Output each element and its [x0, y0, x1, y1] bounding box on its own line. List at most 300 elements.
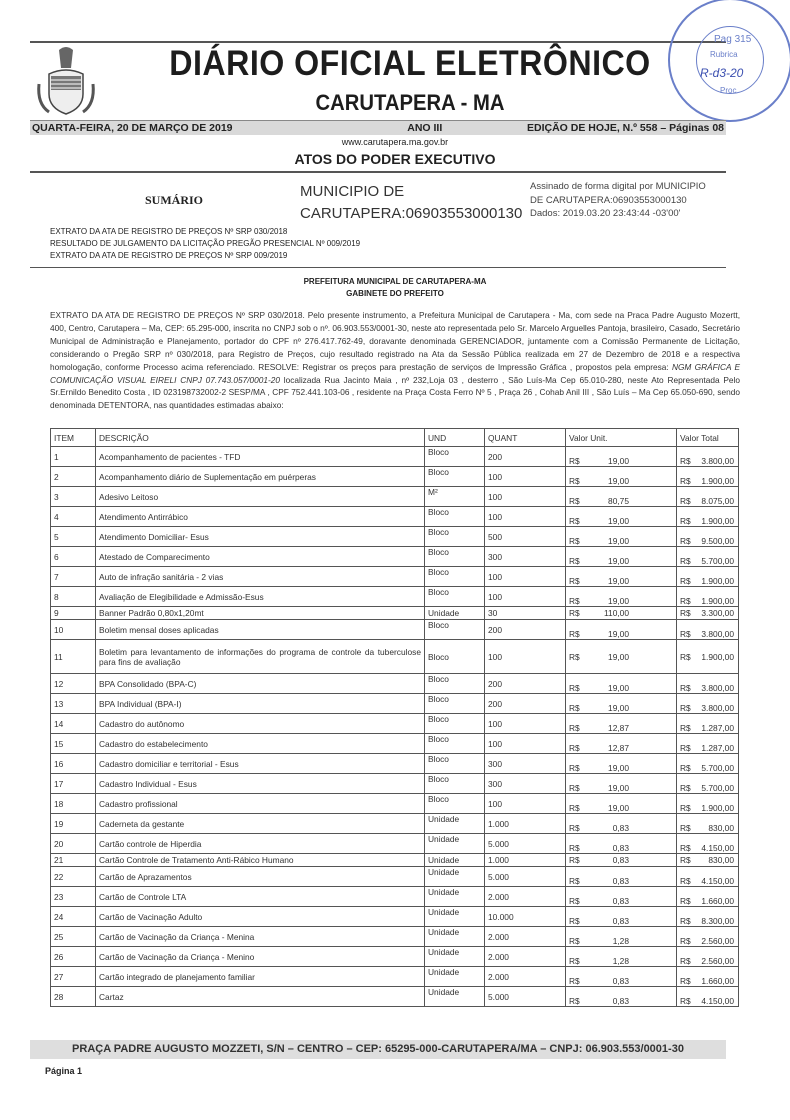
table-header: [51, 429, 739, 447]
item-description: Cartaz: [96, 987, 425, 1007]
item-number: 24: [51, 907, 96, 927]
table-row: [51, 487, 739, 507]
table-row: [51, 607, 739, 620]
item-unit: Unidade: [425, 814, 485, 834]
unit-price: [566, 907, 677, 927]
total-price-value: 4.150,00: [701, 876, 734, 886]
currency-symbol: R$: [680, 516, 691, 526]
total-price-value: 4.150,00: [701, 996, 734, 1006]
item-number: 2: [51, 467, 96, 487]
item-quantity: 100: [485, 714, 566, 734]
item-unit: Bloco: [425, 547, 485, 567]
total-price: [677, 854, 739, 867]
edition-band: [30, 120, 726, 135]
total-price: [677, 867, 739, 887]
item-number: 6: [51, 547, 96, 567]
item-unit: Unidade: [425, 987, 485, 1007]
total-price-value: 5.700,00: [701, 556, 734, 566]
item-number: 17: [51, 774, 96, 794]
table-row: [51, 834, 739, 854]
item-quantity: 5.000: [485, 834, 566, 854]
unit-price: [566, 987, 677, 1007]
currency-symbol: R$: [569, 476, 580, 486]
total-price-value: 2.560,00: [701, 936, 734, 946]
item-description: Cartão integrado de planejamento familiar: [96, 967, 425, 987]
item-quantity: 300: [485, 774, 566, 794]
currency-symbol: R$: [569, 783, 580, 793]
unit-price: [566, 607, 677, 620]
currency-symbol: R$: [680, 556, 691, 566]
total-price: [677, 987, 739, 1007]
total-price-value: 3.300,00: [701, 608, 734, 618]
unit-price-value: 19,00: [608, 629, 629, 639]
signature-line: Assinado de forma digital por MUNICIPIO: [530, 181, 706, 192]
item-description: Adesivo Leitoso: [96, 487, 425, 507]
stamp-signature: R-d3-20: [700, 66, 744, 80]
unit-price-value: 19,00: [608, 456, 629, 466]
unit-price-value: 19,00: [608, 516, 629, 526]
item-quantity: 10.000: [485, 907, 566, 927]
dept-name: GABINETE DO PREFEITO: [346, 289, 444, 298]
edition-number: EDIÇÃO DE HOJE, N.º 558 – Páginas 08: [527, 122, 724, 134]
total-price: [677, 467, 739, 487]
total-price: [677, 714, 739, 734]
item-description: Atestado de Comparecimento: [96, 547, 425, 567]
total-price-value: 1.900,00: [701, 516, 734, 526]
newspaper-title: DIÁRIO OFICIAL ELETRÔNICO: [169, 44, 651, 83]
currency-symbol: R$: [569, 703, 580, 713]
currency-symbol: R$: [680, 703, 691, 713]
item-description: Atendimento Domiciliar- Esus: [96, 527, 425, 547]
item-description: Cadastro do estabelecimento: [96, 734, 425, 754]
total-price: [677, 734, 739, 754]
item-number: 7: [51, 567, 96, 587]
item-number: 14: [51, 714, 96, 734]
item-description: Cartão controle de Hiperdia: [96, 834, 425, 854]
currency-symbol: R$: [680, 596, 691, 606]
item-quantity: 200: [485, 447, 566, 467]
item-number: 8: [51, 587, 96, 607]
table-row: [51, 694, 739, 714]
total-price-value: 830,00: [708, 823, 734, 833]
unit-price-value: 80,75: [608, 496, 629, 506]
currency-symbol: R$: [680, 476, 691, 486]
total-price-value: 1.900,00: [701, 803, 734, 813]
item-quantity: 100: [485, 467, 566, 487]
total-price-value: 1.660,00: [701, 896, 734, 906]
unit-price: [566, 734, 677, 754]
currency-symbol: R$: [680, 629, 691, 639]
currency-symbol: R$: [569, 536, 580, 546]
item-number: 19: [51, 814, 96, 834]
unit-price: [566, 507, 677, 527]
total-price: [677, 907, 739, 927]
item-quantity: 2.000: [485, 947, 566, 967]
total-price: [677, 527, 739, 547]
currency-symbol: R$: [569, 976, 580, 986]
table-row: [51, 447, 739, 467]
total-price-value: 1.660,00: [701, 976, 734, 986]
currency-symbol: R$: [569, 596, 580, 606]
total-price-value: 1.287,00: [701, 723, 734, 733]
item-unit: Bloco: [425, 674, 485, 694]
item-description: Cartão de Aprazamentos: [96, 867, 425, 887]
table-row: [51, 547, 739, 567]
item-number: 1: [51, 447, 96, 467]
item-quantity: 1.000: [485, 854, 566, 867]
currency-symbol: R$: [680, 916, 691, 926]
table-row: [51, 467, 739, 487]
item-quantity: 100: [485, 567, 566, 587]
table-row: [51, 927, 739, 947]
total-price: [677, 774, 739, 794]
total-price: [677, 547, 739, 567]
currency-symbol: R$: [680, 976, 691, 986]
currency-symbol: R$: [569, 996, 580, 1006]
unit-price: [566, 620, 677, 640]
item-unit: Unidade: [425, 607, 485, 620]
currency-symbol: R$: [569, 956, 580, 966]
item-unit: Unidade: [425, 854, 485, 867]
total-price-value: 1.900,00: [701, 596, 734, 606]
item-quantity: 100: [485, 507, 566, 527]
page-number: Página 1: [45, 1066, 83, 1076]
item-quantity: 30: [485, 607, 566, 620]
item-description: Cartão de Vacinação Adulto: [96, 907, 425, 927]
stamp-proc: Proc: [720, 86, 737, 95]
total-price: [677, 640, 739, 674]
currency-symbol: R$: [680, 855, 691, 865]
unit-price: [566, 674, 677, 694]
total-price-value: 1.900,00: [701, 476, 734, 486]
item-unit: Bloco: [425, 774, 485, 794]
item-number: 27: [51, 967, 96, 987]
signer-line: CARUTAPERA:06903553000130: [300, 205, 523, 222]
total-price-value: 1.287,00: [701, 743, 734, 753]
total-price: [677, 814, 739, 834]
item-number: 18: [51, 794, 96, 814]
total-price: [677, 620, 739, 640]
unit-price-value: 0,83: [612, 916, 629, 926]
total-price: [677, 587, 739, 607]
item-quantity: 2.000: [485, 887, 566, 907]
unit-price-value: 19,00: [608, 703, 629, 713]
currency-symbol: R$: [569, 608, 580, 618]
total-price-value: 1.900,00: [701, 576, 734, 586]
table-row: [51, 907, 739, 927]
summary-item[interactable]: EXTRATO DA ATA DE REGISTRO DE PREÇOS Nº SRP 030/2018: [50, 227, 288, 236]
table-row: [51, 527, 739, 547]
header-unit-price: Valor Unit.: [566, 429, 677, 447]
item-number: 5: [51, 527, 96, 547]
total-price-value: 8.300,00: [701, 916, 734, 926]
currency-symbol: R$: [680, 956, 691, 966]
item-unit: Bloco: [425, 527, 485, 547]
currency-symbol: R$: [680, 723, 691, 733]
item-description: Acompanhamento diário de Suplementação em puérperas: [96, 467, 425, 487]
currency-symbol: R$: [680, 803, 691, 813]
unit-price-value: 19,00: [608, 596, 629, 606]
digital-signer: [300, 181, 522, 225]
top-rule: [30, 41, 726, 43]
table-row: [51, 640, 739, 674]
item-description: Cartão de Vacinação da Criança - Menina: [96, 927, 425, 947]
currency-symbol: R$: [680, 536, 691, 546]
currency-symbol: R$: [569, 576, 580, 586]
unit-price-value: 19,00: [608, 683, 629, 693]
item-description: Boletim mensal doses aplicadas: [96, 620, 425, 640]
table-row: [51, 567, 739, 587]
unit-price: [566, 547, 677, 567]
item-quantity: 300: [485, 547, 566, 567]
total-price-value: 4.150,00: [701, 843, 734, 853]
total-price-value: 1.900,00: [701, 651, 734, 662]
unit-price-value: 0,83: [612, 855, 629, 865]
total-price: [677, 834, 739, 854]
table-row: [51, 507, 739, 527]
table-row: [51, 814, 739, 834]
item-quantity: 2.000: [485, 927, 566, 947]
total-price: [677, 947, 739, 967]
header-unit: UND: [425, 429, 485, 447]
item-description: BPA Individual (BPA-I): [96, 694, 425, 714]
item-description: Cadastro profissional: [96, 794, 425, 814]
item-quantity: 100: [485, 734, 566, 754]
unit-price-value: 12,87: [608, 743, 629, 753]
stamp-rubrica: Rubrica: [710, 50, 738, 59]
currency-symbol: R$: [569, 456, 580, 466]
item-description: Cadastro do autônomo: [96, 714, 425, 734]
currency-symbol: R$: [680, 896, 691, 906]
digital-signature-info: [530, 180, 706, 221]
unit-price-value: 19,00: [608, 783, 629, 793]
item-quantity: 300: [485, 754, 566, 774]
item-unit: Bloco: [425, 620, 485, 640]
item-unit: Bloco: [425, 714, 485, 734]
item-description: Boletim para levantamento de informações do programa de controle da tuberculose para fins de avaliação: [96, 640, 425, 674]
table-row: [51, 854, 739, 867]
unit-price-value: 19,00: [608, 803, 629, 813]
unit-price-value: 19,00: [608, 763, 629, 773]
item-number: 3: [51, 487, 96, 507]
unit-price: [566, 967, 677, 987]
item-description: Auto de infração sanitária - 2 vias: [96, 567, 425, 587]
item-unit: Bloco: [425, 567, 485, 587]
item-number: 10: [51, 620, 96, 640]
unit-price: [566, 467, 677, 487]
unit-price: [566, 487, 677, 507]
currency-symbol: R$: [680, 608, 691, 618]
item-number: 16: [51, 754, 96, 774]
unit-price: [566, 794, 677, 814]
item-number: 12: [51, 674, 96, 694]
unit-price: [566, 714, 677, 734]
unit-price-value: 19,00: [608, 536, 629, 546]
unit-price-value: 12,87: [608, 723, 629, 733]
currency-symbol: R$: [680, 823, 691, 833]
currency-symbol: R$: [680, 743, 691, 753]
item-quantity: 100: [485, 487, 566, 507]
currency-symbol: R$: [569, 936, 580, 946]
total-price: [677, 447, 739, 467]
signer-line: MUNICIPIO DE: [300, 183, 405, 200]
currency-symbol: R$: [569, 843, 580, 853]
item-quantity: 5.000: [485, 987, 566, 1007]
unit-price-value: 1,28: [612, 956, 629, 966]
edition-date: QUARTA-FEIRA, 20 DE MARÇO DE 2019: [32, 122, 233, 134]
extract-paragraph: [50, 309, 740, 412]
unit-price-value: 0,83: [612, 843, 629, 853]
currency-symbol: R$: [680, 763, 691, 773]
header-description: DESCRIÇÃO: [96, 429, 425, 447]
item-description: Atendimento Antirrábico: [96, 507, 425, 527]
table-row: [51, 587, 739, 607]
currency-symbol: R$: [569, 743, 580, 753]
currency-symbol: R$: [569, 803, 580, 813]
currency-symbol: R$: [569, 823, 580, 833]
paragraph-text: localizada Rua Jacinto Maia , nº 232,Loja 03 , desterro , São Luís-Ma Cep 65.010-280, neste Ato Representada Pelo Sr.Ernildo Benedito Costa , ID 023198732002-2 SESP/MA , CPF 752.441.103-06 , residente na Praça Costa Ferro Nº 5 , Praça 26 , Cohab Anil III , São Luís – Ma Cep 65.050-690, sendo denominada DETENTORA, nas quantidades estimadas abaixo:: [50, 374, 740, 411]
total-price: [677, 694, 739, 714]
unit-price-value: 0,83: [612, 876, 629, 886]
table-row: [51, 947, 739, 967]
item-quantity: 200: [485, 694, 566, 714]
footer-address: PRAÇA PADRE AUGUSTO MOZZETI, S/N – CENTRO – CEP: 65295-000-CARUTAPERA/MA – CNPJ: 06.903.553/0001-30: [30, 1040, 726, 1059]
city-title: CARUTAPERA - MA: [315, 90, 505, 115]
summary-rule: [30, 267, 726, 268]
currency-symbol: R$: [569, 896, 580, 906]
item-unit: Bloco: [425, 640, 485, 674]
item-number: 23: [51, 887, 96, 907]
table-row: [51, 734, 739, 754]
total-price: [677, 567, 739, 587]
unit-price: [566, 887, 677, 907]
item-description: Avaliação de Elegibilidade e Admissão-Esus: [96, 587, 425, 607]
section-rule: [30, 171, 726, 173]
unit-price: [566, 640, 677, 674]
item-unit: Unidade: [425, 907, 485, 927]
summary-label: SUMÁRIO: [145, 193, 204, 207]
currency-symbol: R$: [680, 843, 691, 853]
unit-price: [566, 834, 677, 854]
table-row: [51, 754, 739, 774]
item-description: Cartão Controle de Tratamento Anti-Rábico Humano: [96, 854, 425, 867]
item-number: 11: [51, 640, 96, 674]
total-price-value: 5.700,00: [701, 783, 734, 793]
unit-price-value: 19,00: [608, 651, 629, 662]
summary-item[interactable]: RESULTADO DE JULGAMENTO DA LICITAÇÃO PREGÃO PRESENCIAL Nº 009/2019: [50, 238, 361, 248]
unit-price: [566, 854, 677, 867]
item-unit: Bloco: [425, 794, 485, 814]
item-unit: Unidade: [425, 834, 485, 854]
unit-price-value: 0,83: [612, 976, 629, 986]
currency-symbol: R$: [680, 651, 691, 662]
total-price: [677, 967, 739, 987]
item-number: 21: [51, 854, 96, 867]
edition-year: ANO III: [407, 122, 443, 134]
item-number: 26: [51, 947, 96, 967]
item-quantity: 200: [485, 620, 566, 640]
currency-symbol: R$: [569, 855, 580, 865]
currency-symbol: R$: [569, 876, 580, 886]
unit-price-value: 0,83: [612, 823, 629, 833]
currency-symbol: R$: [680, 576, 691, 586]
table-row: [51, 987, 739, 1007]
unit-price: [566, 947, 677, 967]
currency-symbol: R$: [680, 783, 691, 793]
table-row: [51, 967, 739, 987]
unit-price-value: 110,00: [604, 608, 629, 618]
price-table: [50, 428, 739, 1007]
unit-price: [566, 527, 677, 547]
item-description: Acompanhamento de pacientes - TFD: [96, 447, 425, 467]
item-unit: Bloco: [425, 754, 485, 774]
summary-item[interactable]: EXTRATO DA ATA DE REGISTRO DE PREÇOS Nº SRP 009/2019: [50, 250, 288, 260]
total-price: [677, 794, 739, 814]
currency-symbol: R$: [569, 651, 580, 662]
unit-price: [566, 927, 677, 947]
total-price-value: 8.075,00: [701, 496, 734, 506]
total-price: [677, 674, 739, 694]
company-name: NGM GRÁFICA E COMUNICAÇÃO VISUAL EIRELI CNPJ 07.743.057/0001-20: [50, 361, 740, 385]
total-price-value: 5.700,00: [701, 763, 734, 773]
total-price-value: 3.800,00: [701, 629, 734, 639]
section-title: ATOS DO PODER EXECUTIVO: [294, 151, 496, 167]
currency-symbol: R$: [569, 556, 580, 566]
item-description: Caderneta da gestante: [96, 814, 425, 834]
currency-symbol: R$: [680, 876, 691, 886]
unit-price: [566, 867, 677, 887]
table-row: [51, 794, 739, 814]
unit-price-value: 19,00: [608, 476, 629, 486]
org-name: PREFEITURA MUNICIPAL DE CARUTAPERA-MA: [303, 277, 487, 286]
summary-list: [50, 226, 360, 261]
paragraph-text: EXTRATO DA ATA DE REGISTRO DE PREÇOS Nº SRP 030/2018. Pelo presente instrumento, a Prefeitura Municipal de Carutapera - Ma, com sede na Praca Padre Augusto Mozertt, 400, Centro, Carutapera – Ma, CEP: 65.295-000, inscrita no CNPJ sob o nº. 06.903.553/0001-30, neste ato representada pelo Sr. Marcelo Arguelles Pantoja, brasileiro, Casado, Secretário Municipal de Administração e Planejamento, portador do CPF nº 276.417.762-49, doravante denominada GERENCIADOR, juntamente com a Comissão Permanente de Licitação, considerando o Pregão SRP nº 030/2018, para Registro de Preços, cujo resultado registrado na Ata da Sessão Pública realizada em 27 de Dezembro de 2018 e a respectiva homologação, conforme Processo acima referenciado. RESOLVE: Registrar os preços para prestação de serviços de Impressão Gráfica , propostos pela empresa:: [50, 310, 740, 372]
stamp-page: Pag 315: [714, 34, 752, 45]
header-quantity: QUANT: [485, 429, 566, 447]
commission-stamp: [668, 0, 790, 122]
unit-price: [566, 694, 677, 714]
item-number: 28: [51, 987, 96, 1007]
item-description: Cartão de Controle LTA: [96, 887, 425, 907]
unit-price: [566, 587, 677, 607]
currency-symbol: R$: [680, 496, 691, 506]
total-price: [677, 754, 739, 774]
currency-symbol: R$: [680, 456, 691, 466]
website-link[interactable]: www.carutapera.ma.gov.br: [341, 137, 449, 147]
item-unit: Bloco: [425, 587, 485, 607]
header-total: Valor Total: [677, 429, 739, 447]
total-price-value: 3.800,00: [701, 703, 734, 713]
item-description: Cadastro domiciliar e territorial - Esus: [96, 754, 425, 774]
item-unit: M²: [425, 487, 485, 507]
item-unit: Bloco: [425, 507, 485, 527]
item-unit: Bloco: [425, 734, 485, 754]
table-row: [51, 867, 739, 887]
item-number: 13: [51, 694, 96, 714]
item-description: Cartão de Vacinação da Criança - Menino: [96, 947, 425, 967]
item-quantity: 200: [485, 674, 566, 694]
total-price: [677, 607, 739, 620]
currency-symbol: R$: [569, 516, 580, 526]
total-price: [677, 927, 739, 947]
total-price-value: 3.800,00: [701, 456, 734, 466]
item-number: 15: [51, 734, 96, 754]
item-quantity: 100: [485, 794, 566, 814]
item-number: 20: [51, 834, 96, 854]
currency-symbol: R$: [680, 996, 691, 1006]
total-price-value: 830,00: [708, 855, 734, 865]
item-unit: Unidade: [425, 947, 485, 967]
